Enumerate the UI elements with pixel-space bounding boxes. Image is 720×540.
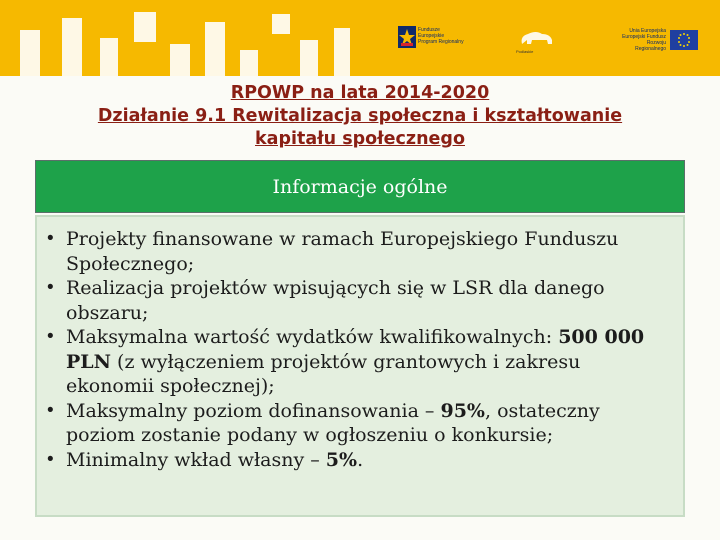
ue-line: Europejski Fundusz xyxy=(622,34,666,40)
decor-square xyxy=(300,40,318,76)
bullet-marker: • xyxy=(47,326,54,347)
decor-square xyxy=(272,14,290,34)
decor-square xyxy=(134,12,156,42)
title-line-3: kapitału społecznego xyxy=(255,129,465,149)
bullet-item xyxy=(47,399,671,448)
fe-star-icon xyxy=(398,26,416,48)
decor-square xyxy=(170,44,190,76)
bullet-emphasis: 5% xyxy=(325,448,358,471)
decor-square xyxy=(334,28,350,76)
bullet-list xyxy=(37,217,683,472)
decor-square xyxy=(62,18,82,76)
title-line-2: Działanie 9.1 Rewitalizacja społeczna i kształtowanie xyxy=(97,106,623,126)
bullet-text: Realizacja projektów wpisujących się w LSR dla danego obszaru; xyxy=(66,277,605,324)
fe-line: Program Regionalny xyxy=(418,39,464,45)
bullet-text: Maksymalny poziom dofinansowania – xyxy=(66,399,441,422)
bullet-item xyxy=(47,227,671,276)
fundusze-europejskie-logo xyxy=(398,26,470,56)
podlaskie-logo xyxy=(516,28,560,56)
bullet-text: Maksymalna wartość wydatków kwalifikowalnych: xyxy=(66,326,559,348)
decor-square xyxy=(100,38,118,76)
info-panel xyxy=(35,215,685,517)
bullet-marker: • xyxy=(47,277,54,298)
bullet-marker: • xyxy=(47,448,54,470)
podlaskie-label: Podlaskie xyxy=(516,49,534,54)
bullet-item xyxy=(47,448,671,473)
ue-line: Unia Europejska xyxy=(629,28,666,34)
bullet-text: , ostateczny poziom zostanie podany w ogłoszeniu o konkursie; xyxy=(66,399,600,446)
decor-square xyxy=(20,30,40,76)
bullet-marker: • xyxy=(47,399,54,421)
bullet-text: (z wyłączeniem projektów grantowych i zakresu ekonomii społecznej); xyxy=(66,350,581,397)
decor-square xyxy=(240,50,258,76)
bullet-marker: • xyxy=(47,228,54,249)
logo-strip xyxy=(388,20,708,62)
bullet-text: Projekty finansowane w ramach Europejskiego Funduszu Społecznego; xyxy=(66,228,619,275)
fe-line: Fundusze xyxy=(418,27,440,33)
eu-flag-icon xyxy=(670,30,698,50)
bullet-emphasis: 95% xyxy=(440,399,485,422)
decor-square xyxy=(205,22,225,76)
bullet-text: . xyxy=(357,448,364,471)
unia-europejska-logo xyxy=(620,26,704,56)
bullet-text: Minimalny wkład własny – xyxy=(66,448,326,471)
bison-icon xyxy=(516,28,560,48)
section-heading: Informacje ogólne xyxy=(35,160,685,213)
bullet-emphasis: 500 000 PLN xyxy=(66,326,645,373)
ue-line: Rozwoju Regionalnego xyxy=(635,40,666,52)
bullet-item xyxy=(47,276,671,325)
bullet-item xyxy=(47,325,671,399)
fe-line: Europejskie xyxy=(418,33,445,39)
page-title xyxy=(0,82,720,151)
title-line-1: RPOWP na lata 2014-2020 xyxy=(230,83,490,103)
header-banner xyxy=(0,0,720,76)
